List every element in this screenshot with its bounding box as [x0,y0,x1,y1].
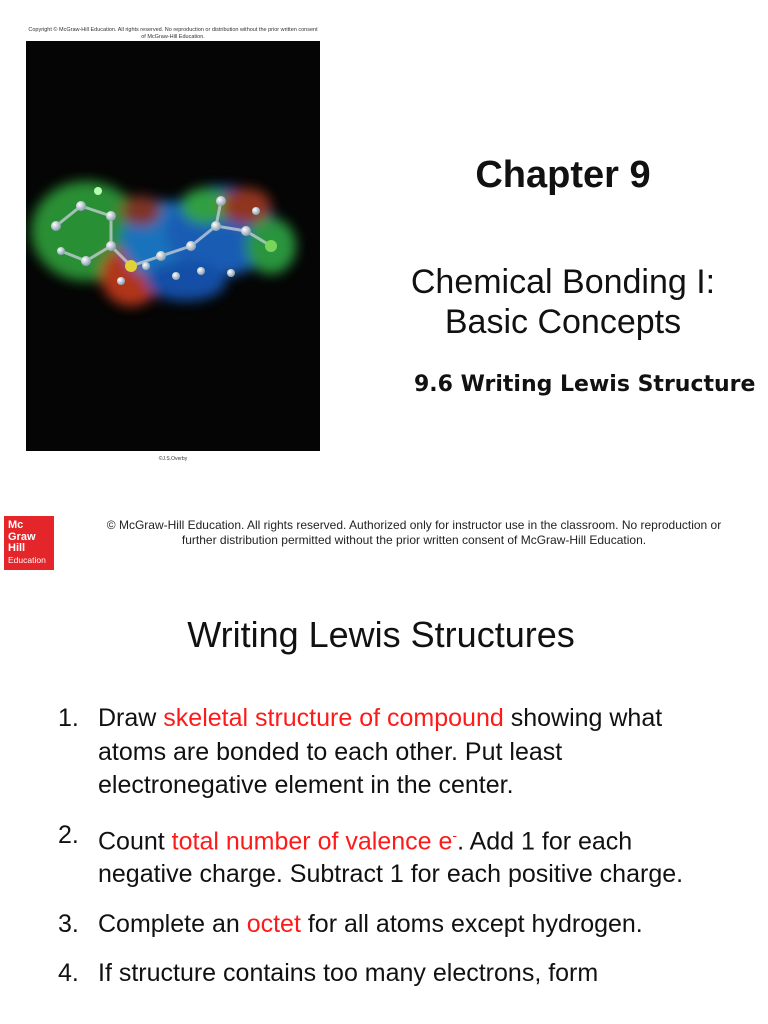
steps-list [0,702,768,1007]
step-text: Draw [98,704,164,732]
slide-footer [0,508,768,568]
list-item [0,908,768,942]
step-number: 1. [58,704,79,732]
footer-line-1: © McGraw-Hill Education. All rights reserved. Authorized only for instructor use in the classroom. No reproduction or [106,518,722,532]
step-text: If structure contains too many electrons, form [98,959,599,988]
step-text-rest: . Add 1 for each negative charge. Subtract 1 for each positive charge. [98,826,684,889]
step-number: 2. [58,820,79,849]
step-text: Count [98,826,172,855]
list-item [0,702,768,803]
footer-line-2: further distribution permitted without the prior written consent of McGraw-Hill Education. [181,533,647,547]
mcgraw-hill-logo [4,516,54,570]
title-slide [0,0,768,470]
list-item [0,957,768,991]
logo-line-4: Education [8,554,46,565]
chapter-subtitle [370,262,756,342]
image-credit: ©J.S.Overby [158,456,188,462]
step-number: 4. [58,959,79,988]
logo-line-1: Mc [8,519,24,531]
step-highlight: skeletal structure of compound [163,704,504,732]
step-highlight: octet [246,909,301,938]
section-heading: 9.6 Writing Lewis Structure [414,372,756,397]
step-number: 3. [58,909,79,938]
chapter-heading: Chapter 9 [475,154,651,196]
slide-title: Writing Lewis Structures [187,614,575,655]
subtitle-line-2: Basic Concepts [444,303,682,341]
list-item [0,819,768,892]
step-highlight: total number of valence e [171,826,453,855]
step-text-rest: for all atoms except hydrogen. [300,909,643,938]
step-superscript: - [452,826,458,843]
molecule-image [26,41,320,451]
logo-line-2: Graw [8,530,36,543]
subtitle-line-1: Chemical Bonding I: [410,263,716,301]
step-text: Complete an [98,909,247,938]
image-copyright: Copyright © McGraw-Hill Education. All rights reserved. No reproduction or distribution without the prior written consent of McGraw-Hill Education. [28,27,318,40]
logo-line-3: Hill [8,542,26,554]
step-text-rest: showing what atoms are bonded to each other. Put least electronegative element in the center. [98,704,663,799]
molecule-model-icon [26,41,320,451]
footer-copyright [74,518,754,548]
